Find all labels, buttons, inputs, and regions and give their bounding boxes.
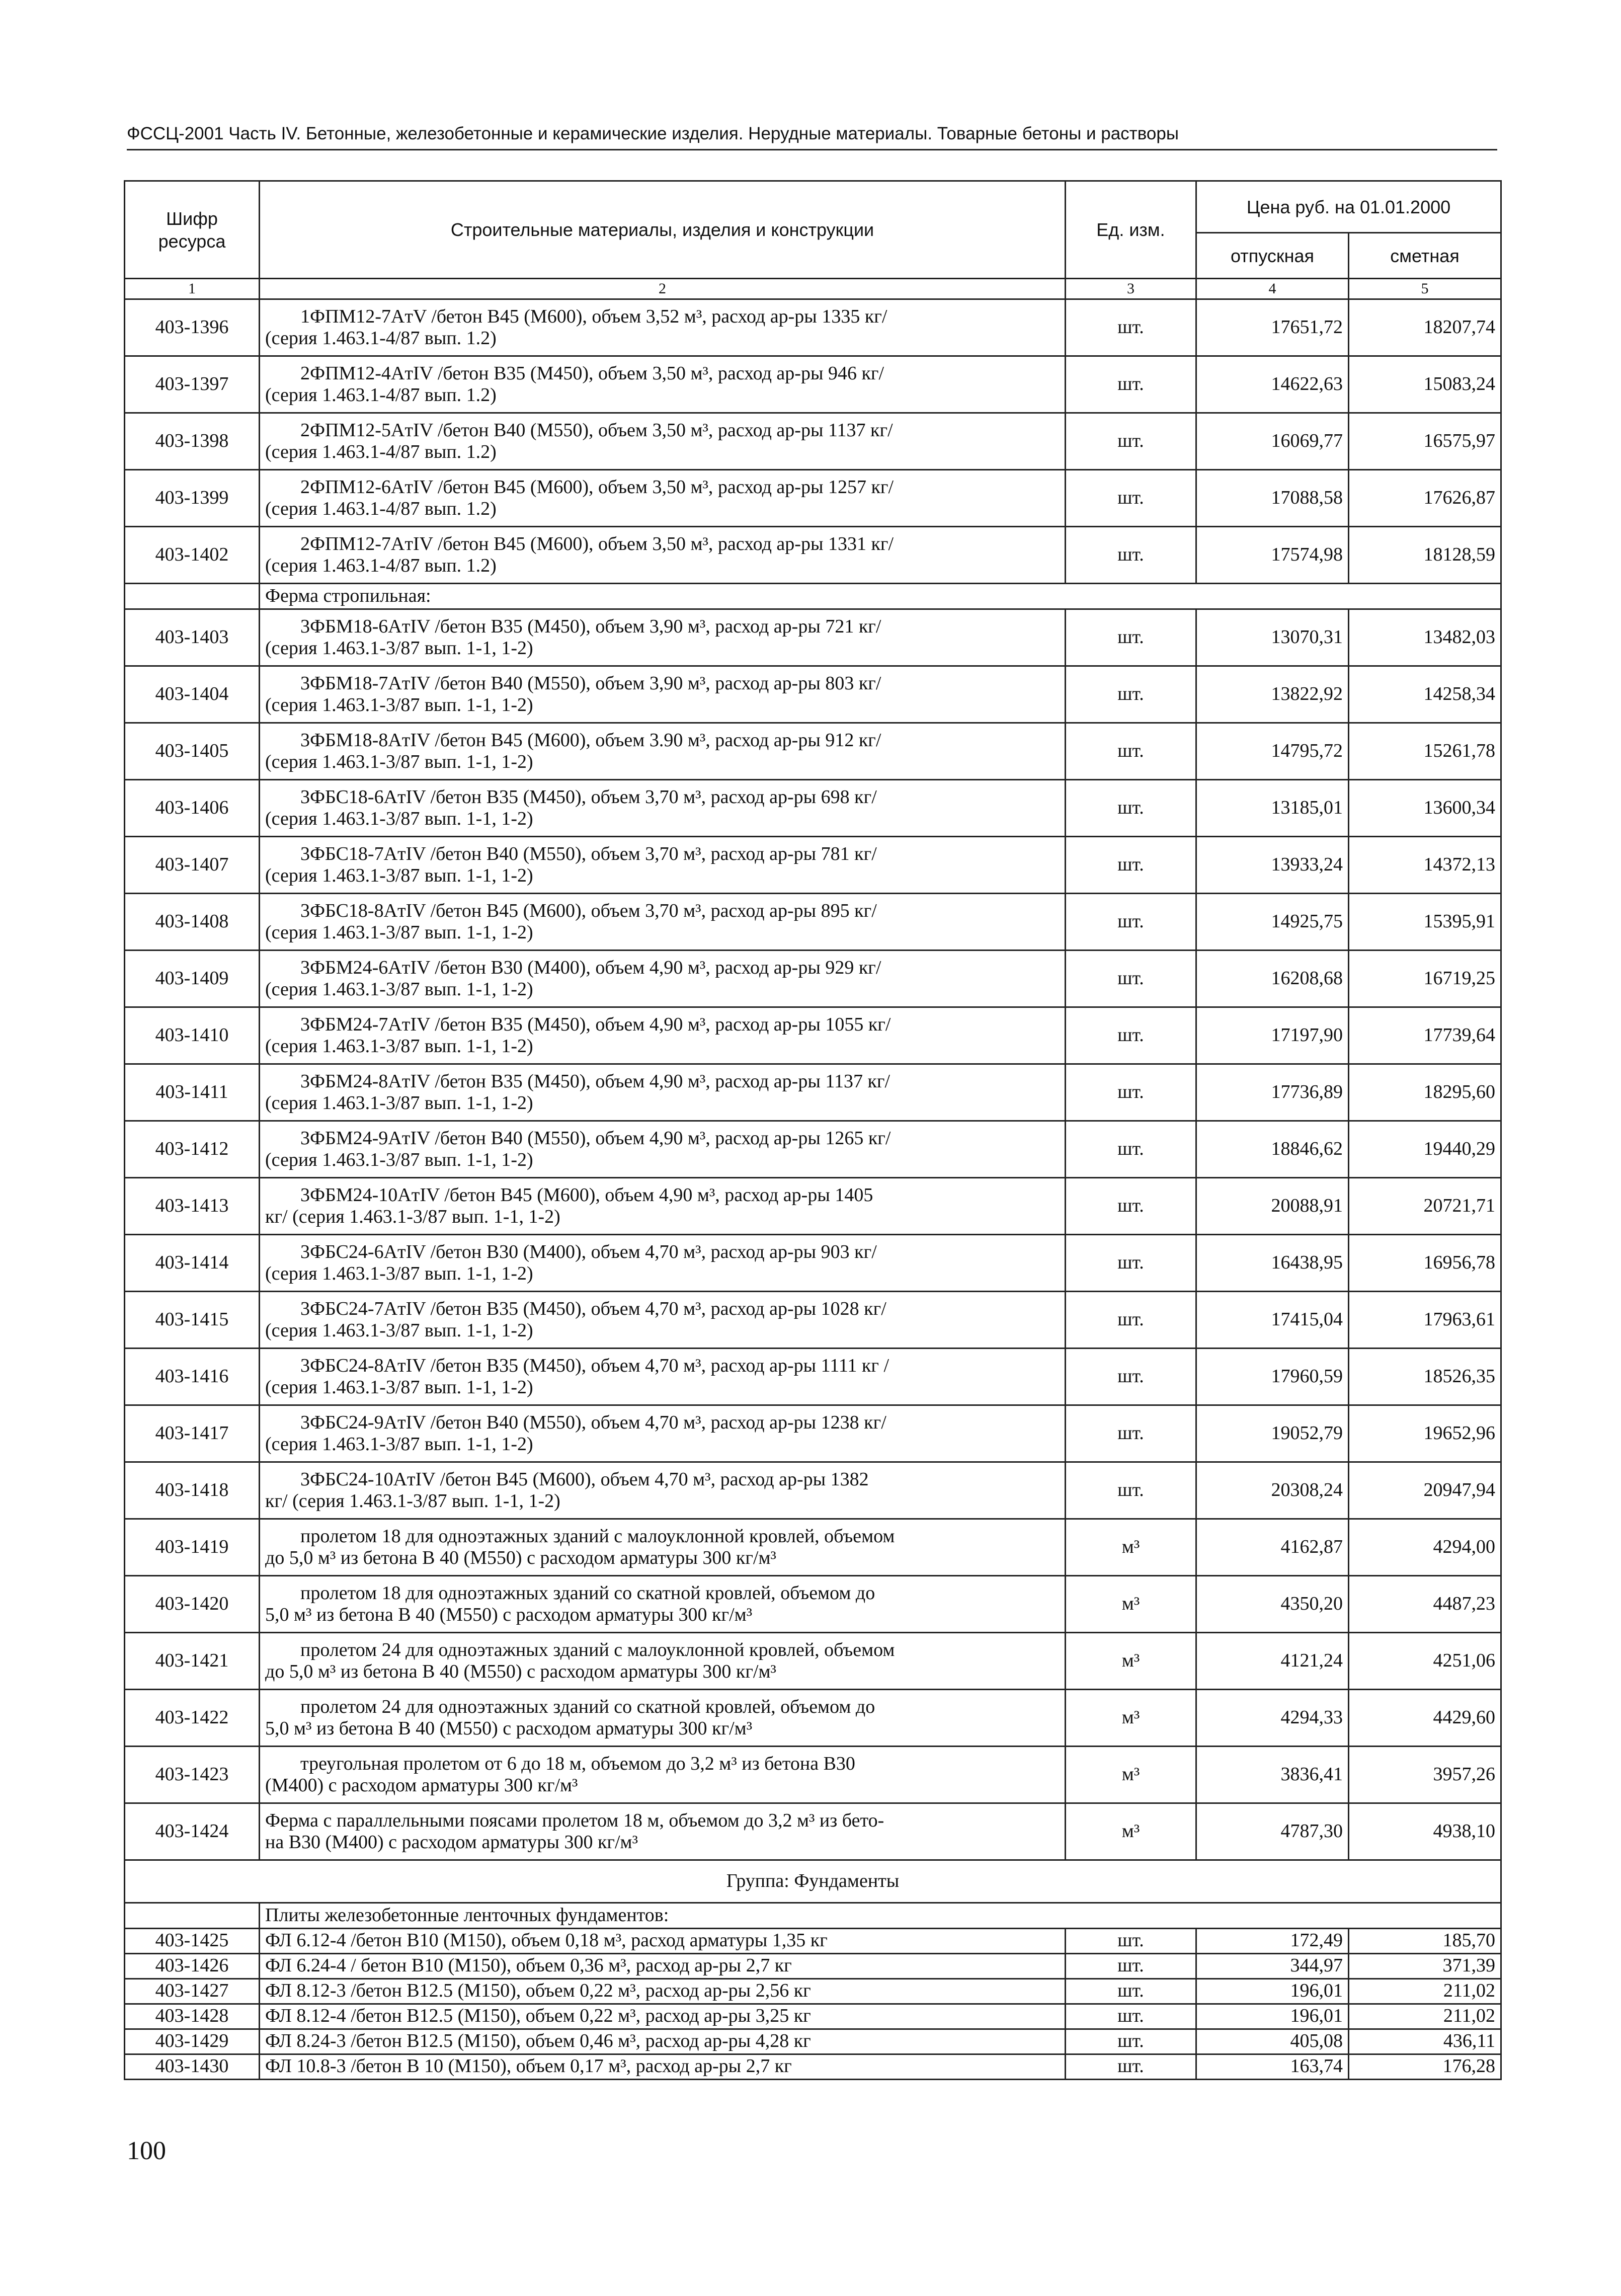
release-price: 196,01: [1196, 2004, 1349, 2029]
resource-code: 403-1405: [125, 723, 260, 779]
unit-cell: шт.: [1066, 469, 1196, 526]
item-description: ФЛ 8.24-3 /бетон В12.5 (М150), объем 0,46 м³, расход ар-ры 4,28 кг: [260, 2029, 1066, 2054]
table-row: [125, 609, 1501, 666]
col-header-code: Шифр ресурса: [125, 181, 260, 279]
estimate-price: 14258,34: [1349, 666, 1501, 723]
release-price: 405,08: [1196, 2029, 1349, 2054]
estimate-price: 4251,06: [1349, 1632, 1501, 1689]
release-price: 16208,68: [1196, 950, 1349, 1007]
estimate-price: 15083,24: [1349, 356, 1501, 413]
resource-code: 403-1430: [125, 2054, 260, 2079]
unit-cell: шт.: [1066, 1007, 1196, 1064]
unit-cell: шт.: [1066, 1348, 1196, 1405]
col-number: 4: [1196, 279, 1349, 299]
estimate-price: 18526,35: [1349, 1348, 1501, 1405]
description-line-2: (серия 1.463.1-3/87 вып. 1-1, 1-2): [265, 694, 533, 716]
col-header-release: отпускная: [1196, 233, 1349, 279]
subheading-text: Ферма стропильная:: [260, 583, 1501, 609]
item-description: [260, 893, 1066, 950]
col-number: 1: [125, 279, 260, 299]
table-row: [125, 666, 1501, 723]
unit-cell: шт.: [1066, 836, 1196, 893]
release-price: 4787,30: [1196, 1803, 1349, 1860]
resource-code: 403-1428: [125, 2004, 260, 2029]
item-description: [260, 413, 1066, 469]
item-description: [260, 779, 1066, 836]
description-line-1: 3ФБМ24-9AтIV /бетон В40 (М550), объем 4,90 м³, расход ар-ры 1265 кг/: [300, 1127, 891, 1149]
unit-cell: шт.: [1066, 779, 1196, 836]
release-price: 17651,72: [1196, 299, 1349, 356]
estimate-price: 18207,74: [1349, 299, 1501, 356]
item-description: [260, 1575, 1066, 1632]
col-header-price: Цена руб. на 01.01.2000: [1196, 181, 1501, 233]
item-description: ФЛ 8.12-4 /бетон В12.5 (М150), объем 0,22 м³, расход ар-ры 3,25 кг: [260, 2004, 1066, 2029]
description-line-2: (серия 1.463.1-4/87 вып. 1.2): [265, 384, 497, 406]
release-price: 17960,59: [1196, 1348, 1349, 1405]
description-line-1: 3ФБМ24-8AтIV /бетон В35 (М450), объем 4,90 м³, расход ар-ры 1137 кг/: [300, 1070, 890, 1092]
unit-cell: шт.: [1066, 1121, 1196, 1177]
description-line-1: 3ФБМ24-7AтIV /бетон В35 (М450), объем 4,90 м³, расход ар-ры 1055 кг/: [300, 1013, 891, 1035]
release-price: 4162,87: [1196, 1519, 1349, 1575]
item-description: [260, 666, 1066, 723]
item-description: [260, 356, 1066, 413]
release-price: 20308,24: [1196, 1462, 1349, 1519]
estimate-price: 13482,03: [1349, 609, 1501, 666]
estimate-price: 16956,78: [1349, 1234, 1501, 1291]
description-line-1: 2ФПМ12-6AтIV /бетон В45 (М600), объем 3,50 м³, расход ар-ры 1257 кг/: [300, 476, 894, 498]
release-price: 17736,89: [1196, 1064, 1349, 1121]
item-description: [260, 1348, 1066, 1405]
resource-code: 403-1425: [125, 1928, 260, 1953]
description-line-2: (серия 1.463.1-3/87 вып. 1-1, 1-2): [265, 1149, 533, 1170]
description-line-1: 3ФБС18-6AтIV /бетон В35 (М450), объем 3,70 м³, расход ар-ры 698 кг/: [300, 786, 877, 808]
item-description: [260, 1121, 1066, 1177]
table-row: [125, 1953, 1501, 1978]
code-cell: [125, 1903, 260, 1928]
unit-cell: шт.: [1066, 950, 1196, 1007]
release-price: 14622,63: [1196, 356, 1349, 413]
description-line-2: (М400) с расходом арматуры 300 кг/м³: [265, 1774, 578, 1796]
description-line-1: Ферма с параллельными поясами пролетом 18 м, объемом до 3,2 м³ из бето-: [265, 1809, 884, 1831]
release-price: 17415,04: [1196, 1291, 1349, 1348]
estimate-price: 19652,96: [1349, 1405, 1501, 1462]
item-description: [260, 1519, 1066, 1575]
resource-code: 403-1419: [125, 1519, 260, 1575]
release-price: 13070,31: [1196, 609, 1349, 666]
description-line-1: 2ФПМ12-4AтIV /бетон В35 (М450), объем 3,50 м³, расход ар-ры 946 кг/: [300, 362, 884, 384]
estimate-price: 436,11: [1349, 2029, 1501, 2054]
release-price: 13822,92: [1196, 666, 1349, 723]
description-line-2: (серия 1.463.1-3/87 вып. 1-1, 1-2): [265, 751, 533, 772]
unit-cell: шт.: [1066, 2004, 1196, 2029]
table-body: [125, 299, 1501, 2079]
estimate-price: 17963,61: [1349, 1291, 1501, 1348]
estimate-price: 14372,13: [1349, 836, 1501, 893]
resource-code: 403-1423: [125, 1746, 260, 1803]
unit-cell: шт.: [1066, 1064, 1196, 1121]
release-price: 13933,24: [1196, 836, 1349, 893]
release-price: 163,74: [1196, 2054, 1349, 2079]
description-line-2: (серия 1.463.1-4/87 вып. 1.2): [265, 498, 497, 519]
description-line-2: кг/ (серия 1.463.1-3/87 вып. 1-1, 1-2): [265, 1206, 560, 1227]
description-line-2: (серия 1.463.1-3/87 вып. 1-1, 1-2): [265, 1035, 533, 1057]
item-description: [260, 609, 1066, 666]
release-price: 344,97: [1196, 1953, 1349, 1978]
item-description: [260, 469, 1066, 526]
running-header: ФССЦ-2001 Часть IV. Бетонные, железобетонные и керамические изделия. Нерудные материалы. Товарные бетоны и растворы: [127, 124, 1497, 150]
unit-cell: шт.: [1066, 666, 1196, 723]
table-row: [125, 1575, 1501, 1632]
resource-code: 403-1422: [125, 1689, 260, 1746]
release-price: 172,49: [1196, 1928, 1349, 1953]
description-line-1: 3ФБМ24-10AтIV /бетон В45 (М600), объем 4,90 м³, расход ар-ры 1405: [300, 1184, 873, 1206]
estimate-price: 176,28: [1349, 2054, 1501, 2079]
description-line-1: 1ФПМ12-7AтV /бетон В45 (М600), объем 3,52 м³, расход ар-ры 1335 кг/: [300, 305, 887, 327]
resource-code: 403-1398: [125, 413, 260, 469]
description-line-1: пролетом 18 для одноэтажных зданий со скатной кровлей, объемом до: [300, 1582, 875, 1604]
col-header-name: Строительные материалы, изделия и конструкции: [260, 181, 1066, 279]
unit-cell: шт.: [1066, 1291, 1196, 1348]
item-description: ФЛ 10.8-3 /бетон В 10 (М150), объем 0,17 м³, расход ар-ры 2,7 кг: [260, 2054, 1066, 2079]
release-price: 17197,90: [1196, 1007, 1349, 1064]
unit-cell: шт.: [1066, 723, 1196, 779]
resource-code: 403-1420: [125, 1575, 260, 1632]
description-line-2: (серия 1.463.1-3/87 вып. 1-1, 1-2): [265, 1092, 533, 1114]
item-description: [260, 1632, 1066, 1689]
estimate-price: 18128,59: [1349, 526, 1501, 583]
unit-cell: шт.: [1066, 413, 1196, 469]
estimate-price: 17626,87: [1349, 469, 1501, 526]
description-line-1: 3ФБМ18-8AтIV /бетон В45 (М600), объем 3.90 м³, расход ар-ры 912 кг/: [300, 729, 881, 751]
item-description: [260, 1462, 1066, 1519]
description-line-1: 3ФБС24-8AтIV /бетон В35 (М450), объем 4,70 м³, расход ар-ры 1111 кг /: [300, 1355, 889, 1376]
resource-code: 403-1408: [125, 893, 260, 950]
description-line-1: треугольная пролетом от 6 до 18 м, объемом до 3,2 м³ из бетона В30: [300, 1753, 855, 1774]
item-description: [260, 526, 1066, 583]
table-row: [125, 2004, 1501, 2029]
item-description: [260, 1177, 1066, 1234]
subheading-row: [125, 583, 1501, 609]
table-row: [125, 1405, 1501, 1462]
estimate-price: 4429,60: [1349, 1689, 1501, 1746]
item-description: [260, 1689, 1066, 1746]
release-price: 17574,98: [1196, 526, 1349, 583]
group-heading: Группа: Фундаменты: [125, 1860, 1501, 1903]
page-number: 100: [127, 2136, 166, 2165]
description-line-1: 3ФБС24-9AтIV /бетон В40 (М550), объем 4,70 м³, расход ар-ры 1238 кг/: [300, 1411, 886, 1433]
table-row: [125, 723, 1501, 779]
estimate-price: 211,02: [1349, 2004, 1501, 2029]
table-row: [125, 2029, 1501, 2054]
release-price: 14795,72: [1196, 723, 1349, 779]
description-line-1: 3ФБМ18-7AтIV /бетон В40 (М550), объем 3,90 м³, расход ар-ры 803 кг/: [300, 672, 881, 694]
unit-cell: м³: [1066, 1746, 1196, 1803]
resource-code: 403-1396: [125, 299, 260, 356]
description-line-1: пролетом 24 для одноэтажных зданий со скатной кровлей, объемом до: [300, 1696, 875, 1717]
estimate-price: 20947,94: [1349, 1462, 1501, 1519]
estimate-price: 4938,10: [1349, 1803, 1501, 1860]
description-line-2: (серия 1.463.1-4/87 вып. 1.2): [265, 555, 497, 576]
table-row: [125, 779, 1501, 836]
resource-code: 403-1413: [125, 1177, 260, 1234]
resource-code: 403-1424: [125, 1803, 260, 1860]
description-line-1: 3ФБМ24-6AтIV /бетон В30 (М400), объем 4,90 м³, расход ар-ры 929 кг/: [300, 957, 881, 978]
release-price: 17088,58: [1196, 469, 1349, 526]
unit-cell: шт.: [1066, 1405, 1196, 1462]
unit-cell: шт.: [1066, 356, 1196, 413]
estimate-price: 185,70: [1349, 1928, 1501, 1953]
item-description: ФЛ 8.12-3 /бетон В12.5 (М150), объем 0,22 м³, расход ар-ры 2,56 кг: [260, 1978, 1066, 2004]
resource-code: 403-1407: [125, 836, 260, 893]
resource-code: 403-1429: [125, 2029, 260, 2054]
resource-code: 403-1414: [125, 1234, 260, 1291]
table-row: [125, 1928, 1501, 1953]
estimate-price: 17739,64: [1349, 1007, 1501, 1064]
unit-cell: шт.: [1066, 1953, 1196, 1978]
description-line-1: 2ФПМ12-7AтIV /бетон В45 (М600), объем 3,50 м³, расход ар-ры 1331 кг/: [300, 533, 894, 555]
table-row: [125, 1121, 1501, 1177]
table-row: [125, 1519, 1501, 1575]
table-row: [125, 1234, 1501, 1291]
estimate-price: 13600,34: [1349, 779, 1501, 836]
description-line-1: пролетом 18 для одноэтажных зданий с малоуклонной кровлей, объемом: [300, 1525, 895, 1547]
col-header-estimate: сметная: [1349, 233, 1501, 279]
table-row: [125, 2054, 1501, 2079]
table-row: [125, 1978, 1501, 2004]
estimate-price: 3957,26: [1349, 1746, 1501, 1803]
col-header-unit: Ед. изм.: [1066, 181, 1196, 279]
group-heading-row: [125, 1860, 1501, 1903]
unit-cell: шт.: [1066, 299, 1196, 356]
table-row: [125, 1632, 1501, 1689]
release-price: 4121,24: [1196, 1632, 1349, 1689]
description-line-2: до 5,0 м³ из бетона В 40 (М550) с расходом арматуры 300 кг/м³: [265, 1660, 776, 1682]
table-row: [125, 356, 1501, 413]
table-row: [125, 1803, 1501, 1860]
item-description: [260, 1803, 1066, 1860]
code-cell: [125, 583, 260, 609]
item-description: [260, 1291, 1066, 1348]
unit-cell: шт.: [1066, 1978, 1196, 2004]
resource-code: 403-1427: [125, 1978, 260, 2004]
table-row: [125, 1291, 1501, 1348]
unit-cell: шт.: [1066, 2029, 1196, 2054]
resource-code: 403-1402: [125, 526, 260, 583]
unit-cell: шт.: [1066, 2054, 1196, 2079]
release-price: 14925,75: [1196, 893, 1349, 950]
release-price: 196,01: [1196, 1978, 1349, 2004]
resource-code: 403-1399: [125, 469, 260, 526]
description-line-1: 3ФБС24-7AтIV /бетон В35 (М450), объем 4,70 м³, расход ар-ры 1028 кг/: [300, 1298, 886, 1319]
resource-code: 403-1416: [125, 1348, 260, 1405]
table-row: [125, 950, 1501, 1007]
release-price: 4294,33: [1196, 1689, 1349, 1746]
resource-code: 403-1404: [125, 666, 260, 723]
estimate-price: 211,02: [1349, 1978, 1501, 2004]
table-row: [125, 1746, 1501, 1803]
unit-cell: шт.: [1066, 526, 1196, 583]
resource-code: 403-1426: [125, 1953, 260, 1978]
resource-code: 403-1397: [125, 356, 260, 413]
description-line-2: (серия 1.463.1-3/87 вып. 1-1, 1-2): [265, 864, 533, 886]
estimate-price: 4487,23: [1349, 1575, 1501, 1632]
table-header: [125, 181, 1501, 299]
item-description: [260, 723, 1066, 779]
table-row: [125, 1462, 1501, 1519]
unit-cell: шт.: [1066, 1234, 1196, 1291]
table-row: [125, 469, 1501, 526]
resource-code: 403-1411: [125, 1064, 260, 1121]
estimate-price: 371,39: [1349, 1953, 1501, 1978]
resource-code: 403-1409: [125, 950, 260, 1007]
unit-cell: м³: [1066, 1575, 1196, 1632]
resource-code: 403-1415: [125, 1291, 260, 1348]
release-price: 3836,41: [1196, 1746, 1349, 1803]
description-line-1: 3ФБС18-8AтIV /бетон В45 (М600), объем 3,70 м³, расход ар-ры 895 кг/: [300, 900, 877, 921]
unit-cell: шт.: [1066, 609, 1196, 666]
description-line-2: (серия 1.463.1-3/87 вып. 1-1, 1-2): [265, 1262, 533, 1284]
description-line-1: 3ФБМ18-6AтIV /бетон В35 (М450), объем 3,90 м³, расход ар-ры 721 кг/: [300, 615, 881, 637]
table-row: [125, 413, 1501, 469]
unit-cell: м³: [1066, 1519, 1196, 1575]
description-line-2: (серия 1.463.1-3/87 вып. 1-1, 1-2): [265, 637, 533, 659]
resource-code: 403-1418: [125, 1462, 260, 1519]
item-description: [260, 1234, 1066, 1291]
item-description: [260, 299, 1066, 356]
item-description: ФЛ 6.24-4 / бетон В10 (М150), объем 0,36 м³, расход ар-ры 2,7 кг: [260, 1953, 1066, 1978]
description-line-2: до 5,0 м³ из бетона В 40 (М550) с расходом арматуры 300 кг/м³: [265, 1547, 776, 1568]
release-price: 13185,01: [1196, 779, 1349, 836]
release-price: 18846,62: [1196, 1121, 1349, 1177]
unit-cell: шт.: [1066, 1177, 1196, 1234]
description-line-2: 5,0 м³ из бетона В 40 (М550) с расходом арматуры 300 кг/м³: [265, 1604, 753, 1625]
col-number: 2: [260, 279, 1066, 299]
description-line-2: (серия 1.463.1-4/87 вып. 1.2): [265, 327, 497, 349]
release-price: 4350,20: [1196, 1575, 1349, 1632]
description-line-2: (серия 1.463.1-4/87 вып. 1.2): [265, 441, 497, 462]
description-line-2: на В30 (М400) с расходом арматуры 300 кг/м³: [265, 1831, 638, 1853]
resource-code: 403-1412: [125, 1121, 260, 1177]
subheading-row: [125, 1903, 1501, 1928]
item-description: [260, 950, 1066, 1007]
description-line-1: 3ФБС18-7AтIV /бетон В40 (М550), объем 3,70 м³, расход ар-ры 781 кг/: [300, 843, 877, 864]
description-line-1: 3ФБС24-6AтIV /бетон В30 (М400), объем 4,70 м³, расход ар-ры 903 кг/: [300, 1241, 877, 1262]
unit-cell: м³: [1066, 1803, 1196, 1860]
item-description: [260, 836, 1066, 893]
resource-code: 403-1406: [125, 779, 260, 836]
description-line-2: кг/ (серия 1.463.1-3/87 вып. 1-1, 1-2): [265, 1490, 560, 1512]
table-row: [125, 1007, 1501, 1064]
col-number: 5: [1349, 279, 1501, 299]
release-price: 16438,95: [1196, 1234, 1349, 1291]
estimate-price: 18295,60: [1349, 1064, 1501, 1121]
description-line-1: 3ФБС24-10AтIV /бетон В45 (М600), объем 4,70 м³, расход ар-ры 1382: [300, 1468, 869, 1490]
unit-cell: м³: [1066, 1632, 1196, 1689]
table-row: [125, 836, 1501, 893]
estimate-price: 20721,71: [1349, 1177, 1501, 1234]
estimate-price: 15261,78: [1349, 723, 1501, 779]
col-number: 3: [1066, 279, 1196, 299]
estimate-price: 16719,25: [1349, 950, 1501, 1007]
description-line-2: (серия 1.463.1-3/87 вып. 1-1, 1-2): [265, 1376, 533, 1398]
table-row: [125, 526, 1501, 583]
estimate-price: 16575,97: [1349, 413, 1501, 469]
description-line-2: (серия 1.463.1-3/87 вып. 1-1, 1-2): [265, 921, 533, 943]
item-description: ФЛ 6.12-4 /бетон В10 (М150), объем 0,18 м³, расход арматуры 1,35 кг: [260, 1928, 1066, 1953]
unit-cell: шт.: [1066, 1462, 1196, 1519]
table-row: [125, 893, 1501, 950]
description-line-1: 2ФПМ12-5AтIV /бетон В40 (М550), объем 3,50 м³, расход ар-ры 1137 кг/: [300, 419, 893, 441]
item-description: [260, 1064, 1066, 1121]
price-table: [124, 180, 1502, 2080]
table-row: [125, 1348, 1501, 1405]
subheading-text: Плиты железобетонные ленточных фундаментов:: [260, 1903, 1501, 1928]
table-row: [125, 299, 1501, 356]
item-description: [260, 1405, 1066, 1462]
description-line-2: (серия 1.463.1-3/87 вып. 1-1, 1-2): [265, 978, 533, 1000]
release-price: 20088,91: [1196, 1177, 1349, 1234]
table-row: [125, 1689, 1501, 1746]
resource-code: 403-1410: [125, 1007, 260, 1064]
release-price: 16069,77: [1196, 413, 1349, 469]
item-description: [260, 1746, 1066, 1803]
description-line-2: 5,0 м³ из бетона В 40 (М550) с расходом арматуры 300 кг/м³: [265, 1717, 753, 1739]
resource-code: 403-1417: [125, 1405, 260, 1462]
estimate-price: 4294,00: [1349, 1519, 1501, 1575]
description-line-2: (серия 1.463.1-3/87 вып. 1-1, 1-2): [265, 808, 533, 829]
column-numbers-row: [125, 279, 1501, 299]
description-line-2: (серия 1.463.1-3/87 вып. 1-1, 1-2): [265, 1433, 533, 1455]
table-row: [125, 1177, 1501, 1234]
release-price: 19052,79: [1196, 1405, 1349, 1462]
item-description: [260, 1007, 1066, 1064]
estimate-price: 19440,29: [1349, 1121, 1501, 1177]
resource-code: 403-1421: [125, 1632, 260, 1689]
resource-code: 403-1403: [125, 609, 260, 666]
description-line-2: (серия 1.463.1-3/87 вып. 1-1, 1-2): [265, 1319, 533, 1341]
unit-cell: м³: [1066, 1689, 1196, 1746]
estimate-price: 15395,91: [1349, 893, 1501, 950]
unit-cell: шт.: [1066, 893, 1196, 950]
description-line-1: пролетом 24 для одноэтажных зданий с малоуклонной кровлей, объемом: [300, 1639, 895, 1660]
unit-cell: шт.: [1066, 1928, 1196, 1953]
table-row: [125, 1064, 1501, 1121]
